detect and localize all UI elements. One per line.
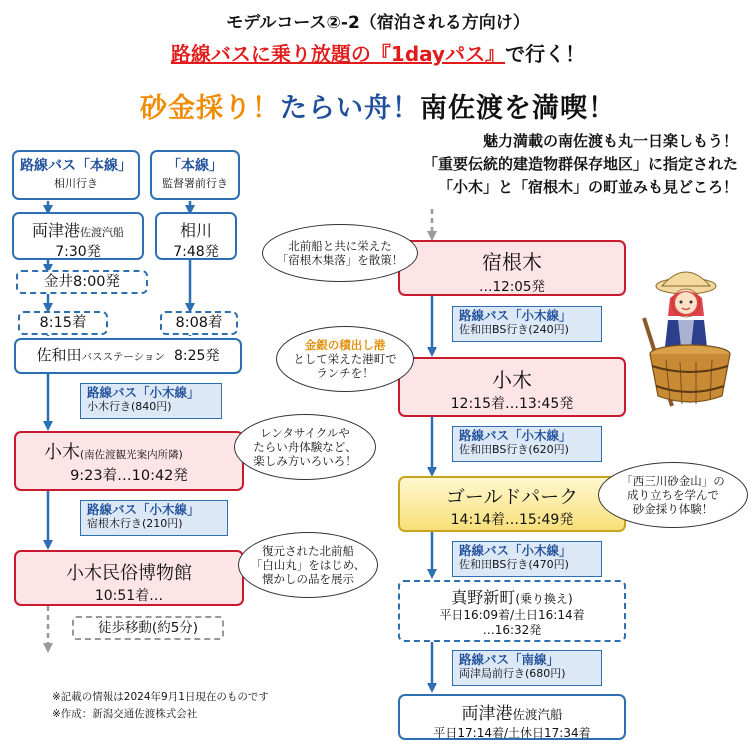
intro-text [423,130,738,199]
callout-line: たらい舟体験など、 [253,440,357,454]
callout-line: 北前船と共に栄えた [288,239,392,253]
intro-line: 魅力満載の南佐渡も丸一日楽しもう！ [482,132,738,150]
station-sub: (南佐渡観光案内所隣) [80,449,183,461]
bus-name: 路線バス「小木線」 [459,308,572,323]
callout-shukunegi [262,224,418,282]
main-headline [0,86,756,125]
station-time: 8:25発 [174,348,220,364]
callout-line: 「西三川砂金山」の [621,474,725,488]
callout-line: 楽しみ方いろいろ！ [253,454,357,468]
pass-name: 路線バスに乗り放題の『1dayパス』 [170,42,506,66]
station-time: …12:05発 [479,279,545,295]
station-time: 7:30発 [55,244,101,260]
station-ogi [14,431,244,491]
walk-note: 徒歩移動(約5分) [72,616,224,640]
course-title: モデルコース②-2（宿泊される方向け） [226,13,530,33]
footnote-author: ※作成：新潟交通佐渡株式会社 [52,708,198,720]
callout-line: 懐かしの品を展示 [262,572,354,586]
route-label-honsen-aikawa [12,150,140,200]
bus-dest: 佐和田BS行き(620円) [459,443,569,456]
bus-name: 路線バス「小木線」 [87,502,200,517]
intro-line: 「重要伝統的建造物群保存地区」に指定された [422,155,738,173]
station-sub: 佐渡汽船 [512,707,563,722]
intro-line: 「小木」と「宿根木」の町並みも見どころ！ [437,178,738,196]
station-goldpark [398,476,626,532]
callout-line: ランチを！ [316,366,374,380]
station-name: 両津港 [461,704,513,724]
station-time: 平日17:14着/土休日17:34着 [433,726,591,740]
station-ogi-2 [398,357,626,417]
bus-ogi-line-5 [452,541,602,577]
bus-ogi-line-2 [80,500,228,536]
station-name: 相川 [179,221,212,240]
callout-ogi-port [276,326,414,392]
station-time: 平日16:09着/土日16:14着 [439,608,585,622]
bus-dest: 小木行き(840円) [87,400,172,413]
bus-ogi-line-3 [452,306,602,342]
callout-line: レンタサイクルや [260,426,350,440]
bus-dest: 両津局前行き(680円) [459,667,566,680]
route-dest: 相川行き [54,177,98,190]
callout-line: 「白山丸」をはじめ、 [250,558,366,572]
bus-name: 路線バス「小木線」 [459,543,572,558]
footnote-date: ※記載の情報は2024年9月1日現在のものです [52,691,269,703]
callout-line: 成り立ちを学んで [627,488,719,502]
bus-name: 路線バス「小木線」 [87,385,200,400]
station-time: 10:51着… [94,588,164,604]
station-aikawa [155,212,237,260]
route-label-honsen-kantokusho [150,150,240,200]
pass-headline [0,38,756,67]
station-sub: 佐渡汽船 [80,226,124,239]
bus-dest: 佐和田BS行き(470円) [459,558,569,571]
callout-museum [238,532,378,598]
station-name: 小木民俗博物館 [66,563,192,584]
station-time: 7:48発 [173,244,219,260]
station-time: 12:15着…13:45発 [450,396,574,412]
callout-goldpark [598,462,748,528]
arrival-815: 8:15着 [18,311,108,335]
station-time: …16:32発 [482,623,542,637]
headline-tub: たらい舟！ [280,93,420,124]
station-name: 両津港 [31,221,80,240]
bus-minami-line [452,650,602,686]
station-ryotsu [12,212,144,260]
station-sub: バスステーション [81,351,165,363]
station-ryotsu-arrival [398,694,626,740]
bus-name: 路線バス「南線」 [459,652,560,667]
station-name: 佐和田 [36,346,82,364]
headline-south: 南佐渡を満喫！ [420,93,616,124]
bus-dest: 宿根木行き(210円) [87,517,183,530]
station-name: 真野新町 [451,588,516,607]
bus-ogi-line-1 [80,383,222,419]
route-name: 「本線」 [167,158,223,174]
arrival-808: 8:08着 [160,311,238,335]
station-sub: (乗り換え) [515,592,573,606]
callout-highlight: 金銀の積出し港 [304,338,386,352]
station-mano-shinmachi [398,580,626,642]
station-name: 小木 [492,368,532,392]
station-sawata [14,338,242,374]
tub-boat-illustration [632,258,740,410]
headline-gold: 砂金採り！ [140,93,280,124]
callout-line: 砂金採り体験！ [632,502,714,516]
station-time: 14:14着…15:49発 [450,512,574,528]
station-time: 9:23着…10:42発 [70,468,188,484]
bus-ogi-line-4 [452,426,602,462]
callout-ogi-activities [234,414,376,480]
callout-line: 復元された北前船 [262,544,354,558]
museum-ogi-folk [14,550,244,606]
pass-headline-rest: で行く！ [505,42,586,66]
callout-line: として栄えた港町で [293,352,397,366]
route-name: 路線バス「本線」 [20,158,132,174]
station-name: ゴールドパーク [445,486,579,508]
station-name: 小木 [44,442,80,463]
bus-dest: 佐和田BS行き(240円) [459,323,569,336]
bus-name: 路線バス「小木線」 [459,428,572,443]
callout-line: 「宿根木集落」を散策！ [276,253,404,267]
stop-kanai: 金井8:00発 [16,270,148,294]
route-dest: 監督署前行き [162,177,228,190]
station-shukunegi [398,240,626,296]
station-name: 宿根木 [482,250,542,274]
